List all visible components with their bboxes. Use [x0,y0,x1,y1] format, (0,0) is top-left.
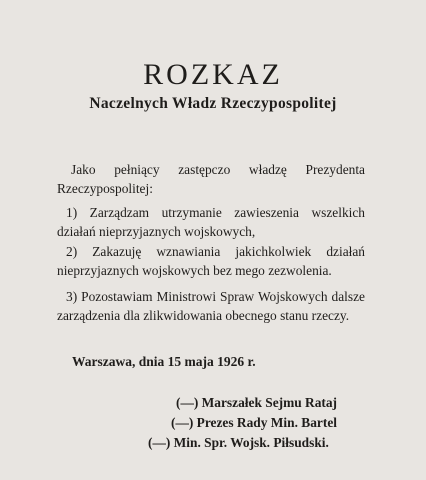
intro-text: Jako pełniący zastępczo władzę Prezydenta Rzeczypospolitej: [57,162,365,197]
signature-pilsudski: (—) Min. Spr. Wojsk. Piłsudski. [148,435,329,450]
document-subtitle: Naczelnych Władz Rzeczypospolitej [89,95,337,112]
point-2-text: 2) Zakazuję wznawiania jakichkolwiek działań nieprzyjaznych wojskowych bez mego zezwolenia. [57,244,365,279]
point-3-text: 3) Pozostawiam Ministrowi Spraw Wojskowych dalsze zarządzenia dla zlikwidowania obecnego stanu rzeczy. [57,289,365,324]
point-3 [57,287,365,326]
point-2 [57,242,365,281]
point-1 [57,203,365,242]
intro-paragraph [57,160,365,199]
point-1-text: 1) Zarządzam utrzymanie zawieszenia wszelkich działań nieprzyjaznych wojskowych, [57,205,365,240]
document-title: ROZKAZ [143,58,283,91]
place-date: Warszawa, dnia 15 maja 1926 r. [72,354,256,369]
signature-bartel: (—) Prezes Rady Min. Bartel [171,415,337,430]
signature-rataj: (—) Marszałek Sejmu Rataj [176,395,338,410]
